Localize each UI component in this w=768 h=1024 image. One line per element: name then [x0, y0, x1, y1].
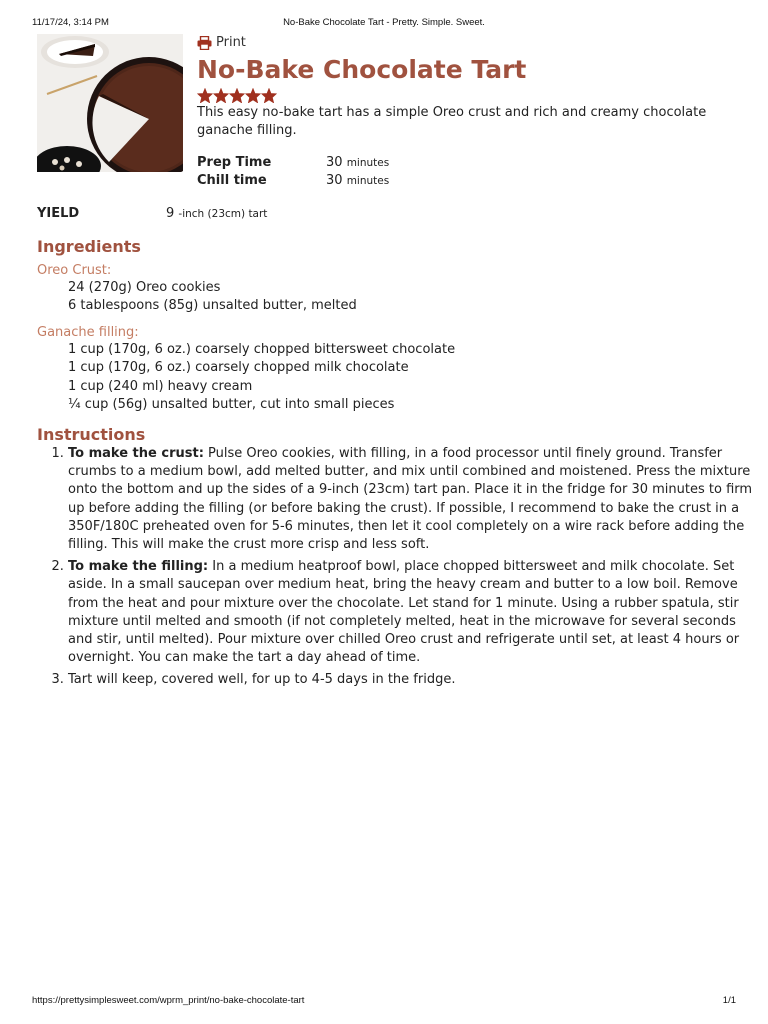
ganache-ingredient-list	[68, 341, 455, 414]
ingredient-group-crust: Oreo Crust:	[37, 263, 112, 278]
chill-time-unit: minutes	[346, 175, 390, 187]
list-item: ¼ cup (56g) unsalted butter, cut into small pieces	[68, 396, 395, 412]
step-lead: To make the filling:	[68, 559, 209, 575]
yield-value: 9	[166, 206, 175, 221]
instructions-heading: Instructions	[37, 425, 146, 444]
page-number: 1/1	[722, 995, 736, 1006]
chill-time-value: 30	[326, 173, 343, 188]
source-url: https://prettysimplesweet.com/wprm_print/no-bake-chocolate-tart	[32, 995, 305, 1006]
print-header	[32, 17, 736, 31]
instructions-list	[37, 445, 760, 694]
instruction-step	[68, 671, 760, 689]
print-datetime: 11/17/24, 3:14 PM	[32, 17, 109, 28]
instruction-step	[68, 558, 760, 667]
step-text: Pulse Oreo cookies, with filling, in a food processor until finely ground. Transfer crumbs to a medium bowl, add melted butter, and mix until combined and moistened. Press the mixture onto the bottom and up the sides of a 9-inch (23cm) tart pan. Place it in the fridge for 30 minutes to firm up before adding the filling (or before baking the crust). If possible, I recommend to bake the crust in a 350F/180C preheated oven for 5-6 minutes, then let it cool completely on a wire rack before adding the filling. This will make the crust more crisp and less soft.	[68, 446, 753, 553]
list-item: 24 (270g) Oreo cookies	[68, 280, 221, 295]
prep-time-unit: minutes	[346, 157, 390, 169]
star-icon	[245, 88, 261, 103]
star-rating	[197, 88, 277, 103]
list-item: 1 cup (170g, 6 oz.) coarsely chopped bittersweet chocolate	[68, 342, 456, 357]
star-icon	[213, 88, 229, 103]
prep-time-label: Prep Time	[197, 155, 272, 170]
step-lead: To make the crust:	[68, 446, 204, 461]
step-text: In a medium heatproof bowl, place chopped bittersweet and milk chocolate. Set aside. In a small saucepan over medium heat, bring the heavy cream and butter to a low boil. Remove from the heat and pour mixture over the chocolate. Let stand for 1 minute. Using a rubber spatula, stir mixture until melted and smooth (if not completely melted, heat in the microwave for several seconds and stir, until melted). Pour mixture over chilled Oreo crust and refrigerate until set, at least 4 hours or overnight. You can make the tart a day ahead of time.	[68, 559, 740, 666]
yield-row	[37, 205, 267, 223]
prep-time-row	[197, 154, 389, 172]
ingredient-group-ganache: Ganache filling:	[37, 325, 139, 340]
list-item: 6 tablespoons (85g) unsalted butter, melted	[68, 298, 357, 314]
print-label: Print	[216, 35, 246, 50]
ingredients-heading: Ingredients	[37, 237, 141, 256]
recipe-title: No-Bake Chocolate Tart	[197, 55, 527, 84]
recipe-summary: This easy no-bake tart has a simple Oreo crust and rich and creamy chocolate ganache filling.	[197, 105, 707, 138]
print-page-title: No-Bake Chocolate Tart - Pretty. Simple. Sweet.	[283, 17, 485, 28]
prep-time-value: 30	[326, 155, 343, 170]
chill-time-label: Chill time	[197, 173, 267, 188]
recipe-times	[197, 154, 389, 190]
star-icon	[229, 88, 245, 103]
list-item: 1 cup (240 ml) heavy cream	[68, 378, 253, 394]
print-link[interactable]	[197, 35, 246, 50]
crust-ingredient-list	[68, 279, 357, 316]
chill-time-row	[197, 172, 389, 190]
yield-label: YIELD	[37, 206, 80, 221]
recipe-photo	[37, 34, 183, 172]
instruction-step	[68, 445, 760, 554]
star-icon	[261, 88, 277, 103]
step-text: Tart will keep, covered well, for up to 4-5 days in the fridge.	[68, 672, 456, 688]
star-icon	[197, 88, 213, 103]
list-item: 1 cup (170g, 6 oz.) coarsely chopped milk chocolate	[68, 360, 409, 376]
print-footer	[32, 995, 736, 1009]
printer-icon	[197, 36, 212, 50]
yield-unit: -inch (23cm) tart	[178, 208, 268, 220]
